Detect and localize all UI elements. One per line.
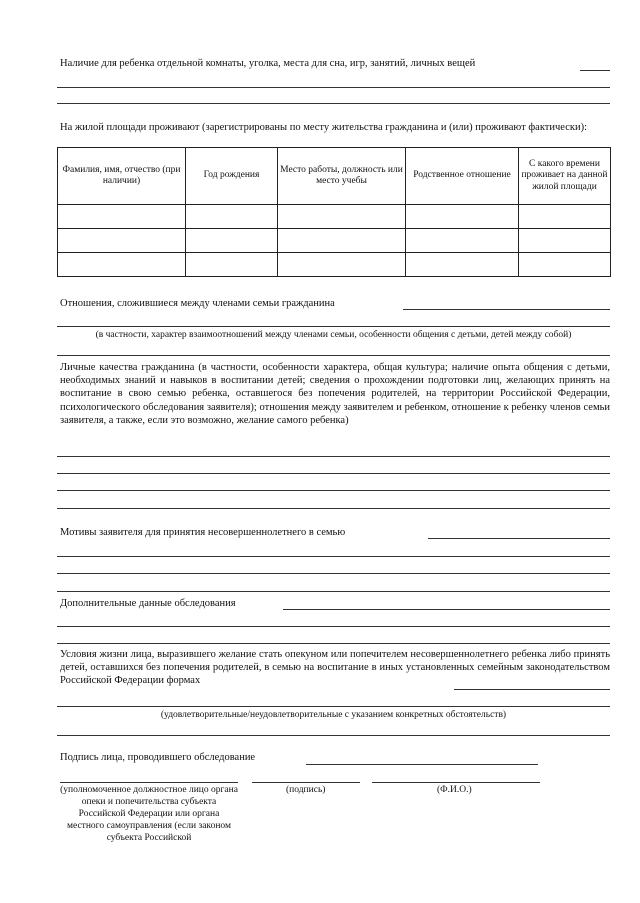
- relations-line-2[interactable]: [57, 326, 610, 327]
- table-cell[interactable]: [406, 253, 519, 277]
- motives-line-2[interactable]: [57, 556, 610, 557]
- motives-label: Мотивы заявителя для принятия несовершеннолетнего в семью: [60, 527, 346, 538]
- personal-qualities-text: Личные качества гражданина (в частности, особенности характера, общая культура; наличие опыта общения с детьми, необходимых знаний и навыков в воспитании детей; сведения о прохождении подготовки лиц, желающих принять на воспитание в свою семью ребенка, оставшегося без попечения родителей, на территории Российской Федерации, психологического обследования заявителя); отношения между заявителем и ребенком, отношение к ребенку членов семьи заявителя, а также, если это возможно, желание самого ребенка): [60, 362, 610, 426]
- table-cell[interactable]: [58, 253, 186, 277]
- motives-answer-line[interactable]: [428, 538, 610, 539]
- table-cell[interactable]: [278, 229, 406, 253]
- signature-label: Подпись лица, проводившего обследование: [60, 752, 256, 763]
- table-cell[interactable]: [58, 205, 186, 229]
- col-name: Фамилия, имя, отчество (при наличии): [58, 148, 186, 205]
- child-space-line-3[interactable]: [57, 103, 610, 104]
- col-since: С какого времени проживает на данной жилой площади: [519, 148, 611, 205]
- child-space-line-2[interactable]: [57, 87, 610, 88]
- qualities-line-1[interactable]: [57, 456, 610, 457]
- conditions-line-3[interactable]: [57, 735, 610, 736]
- table-cell[interactable]: [406, 205, 519, 229]
- qualities-line-3[interactable]: [57, 490, 610, 491]
- table-cell[interactable]: [406, 229, 519, 253]
- child-space-label: Наличие для ребенка отдельной комнаты, уголка, места для сна, игр, занятий, личных вещей: [60, 58, 476, 69]
- col-relation: Родственное отношение: [406, 148, 519, 205]
- additional-answer-line[interactable]: [283, 609, 610, 610]
- motives-line-4[interactable]: [57, 591, 610, 592]
- table-cell[interactable]: [186, 229, 278, 253]
- relations-label: Отношения, сложившиеся между членами семьи гражданина: [60, 298, 335, 309]
- residents-label: На жилой площади проживают (зарегистрированы по месту жительства гражданина и (или) проживают фактически):: [60, 122, 587, 133]
- table-cell[interactable]: [58, 229, 186, 253]
- conditions-answer-line[interactable]: [454, 689, 610, 690]
- relations-hint: (в частности, характер взаимоотношений между членами семьи, особенности общения с детьми, детей между собой): [95, 330, 572, 340]
- additional-line-2[interactable]: [57, 626, 610, 627]
- conditions-text: Условия жизни лица, выразившего желание стать опекуном или попечителем несовершеннолетнего ребенка либо принять детей, оставшихся без попечения родителей, в семью на воспитание в иных установленных семейным законодательством Российской Федерации формах: [60, 649, 610, 687]
- sign-hint: (подпись): [286, 785, 326, 795]
- table-cell[interactable]: [519, 229, 611, 253]
- signature-answer-line[interactable]: [306, 764, 538, 765]
- table-cell[interactable]: [186, 253, 278, 277]
- table-row: [58, 205, 611, 229]
- relations-answer-line[interactable]: [403, 309, 610, 310]
- qualities-line-2[interactable]: [57, 473, 610, 474]
- table-row: [58, 253, 611, 277]
- name-line[interactable]: [372, 782, 540, 783]
- residents-table: [57, 147, 611, 277]
- col-workplace: Место работы, должность или место учебы: [278, 148, 406, 205]
- table-cell[interactable]: [519, 205, 611, 229]
- additional-line-3[interactable]: [57, 643, 610, 644]
- table-cell[interactable]: [186, 205, 278, 229]
- residents-table-header: [58, 148, 611, 205]
- additional-label: Дополнительные данные обследования: [60, 598, 236, 609]
- motives-line-3[interactable]: [57, 573, 610, 574]
- conditions-line-2[interactable]: [57, 706, 610, 707]
- table-row: [58, 229, 611, 253]
- name-hint: (Ф.И.О.): [437, 785, 472, 795]
- relations-line-3[interactable]: [57, 355, 610, 356]
- table-cell[interactable]: [278, 205, 406, 229]
- sign-line[interactable]: [252, 782, 360, 783]
- table-cell[interactable]: [278, 253, 406, 277]
- official-line[interactable]: [60, 782, 238, 783]
- qualities-line-4[interactable]: [57, 508, 610, 509]
- col-birth-year: Год рождения: [186, 148, 278, 205]
- table-cell[interactable]: [519, 253, 611, 277]
- child-space-answer-line[interactable]: [580, 70, 610, 71]
- conditions-hint: (удовлетворительные/неудовлетворительные с указанием конкретных обстоятельств): [160, 710, 507, 720]
- official-hint: (уполномоченное должностное лицо органа опеки и попечительства субъекта Российской Федерации или органа местного самоуправления (если законом субъекта Российской: [60, 785, 238, 843]
